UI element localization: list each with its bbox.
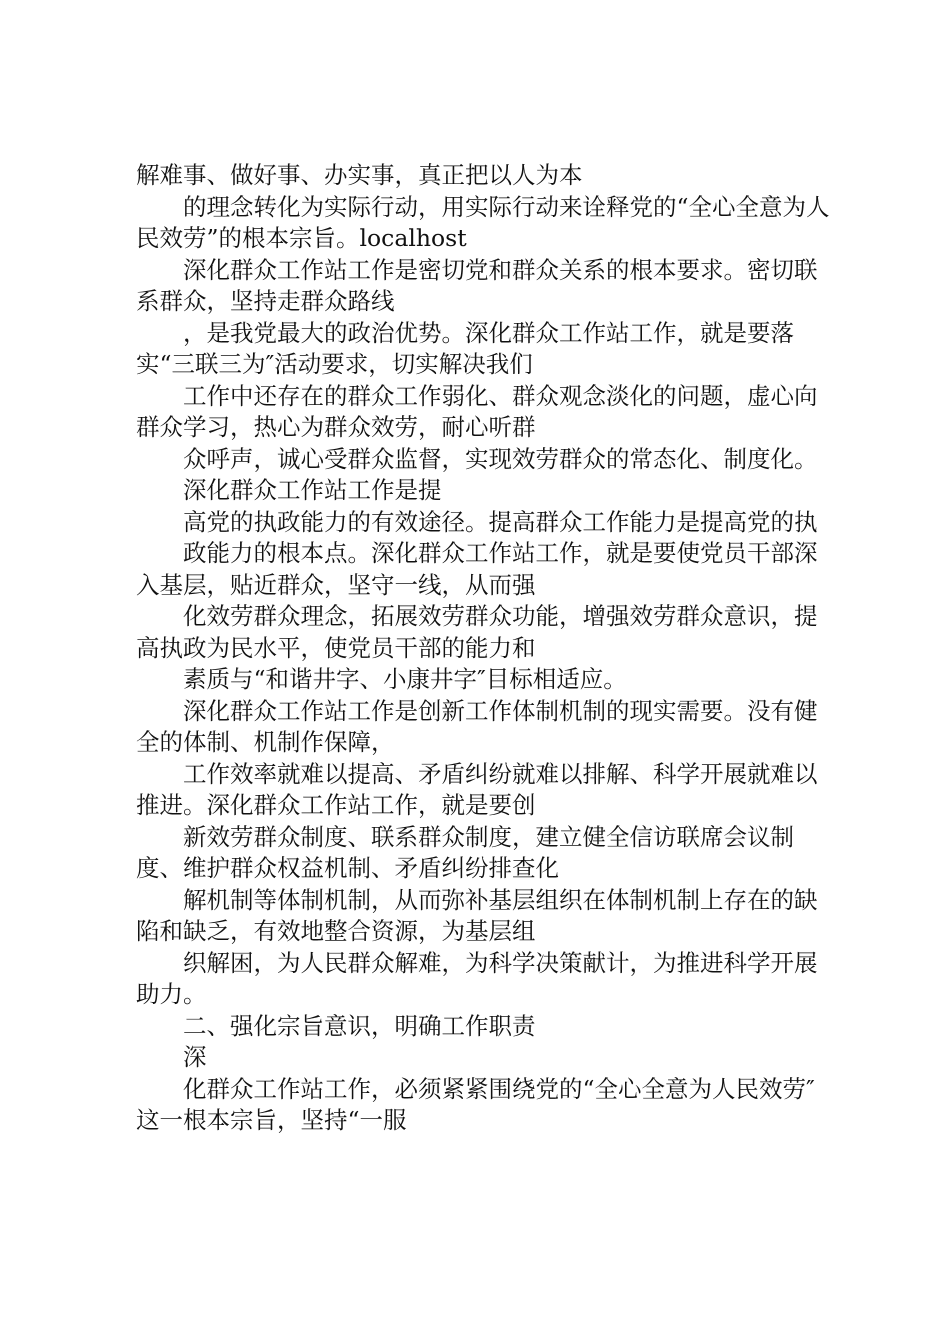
paragraph: 织解困，为人民群众解难，为科学决策献计，为推进科学开展助力。 [136, 948, 818, 1008]
document-body [136, 160, 836, 1137]
paragraph: 化群众工作站工作，必须紧紧围绕党的“全心全意为人民效劳″这一根本宗旨，坚持“一服 [136, 1074, 815, 1134]
paragraph: 深化群众工作站工作是提 [183, 476, 442, 504]
paragraph: 化效劳群众理念，拓展效劳群众功能，增强效劳群众意识，提高执政为民水平，使党员干部的能力和 [136, 602, 818, 662]
paragraph: 新效劳群众制度、联系群众制度，建立健全信访联席会议制度、维护群众权益机制、矛盾纠纷排查化 [136, 822, 794, 882]
paragraph: 深化群众工作站工作是创新工作体制机制的现实需要。没有健全的体制、机制作保障， [136, 696, 818, 756]
paragraph: ，是我党最大的政治优势。深化群众工作站工作，就是要落实“三联三为″活动要求，切实解决我们 [136, 318, 794, 378]
paragraph: 工作中还存在的群众工作弱化、群众观念淡化的问题，虚心向群众学习，热心为群众效劳，耐心听群 [136, 381, 818, 441]
paragraph: 的理念转化为实际行动，用实际行动来诠释党的“全心全意为人民效劳”的根本宗旨。localhost [136, 192, 830, 252]
paragraph: 众呼声，诚心受群众监督，实现效劳群众的常态化、制度化。 [183, 444, 818, 473]
paragraph: 深 [183, 1043, 207, 1071]
section-heading: 二、强化宗旨意识，明确工作职责 [183, 1011, 536, 1040]
paragraph: 解难事、做好事、办实事，真正把以人为本 [136, 161, 583, 189]
paragraph: 政能力的根本点。深化群众工作站工作，就是要使党员干部深入基层，贴近群众，坚守一线，从而强 [136, 539, 818, 599]
paragraph: 工作效率就难以提高、矛盾纠纷就难以排解、科学开展就难以推进。深化群众工作站工作，就是要创 [136, 759, 818, 819]
paragraph: 解机制等体制机制，从而弥补基层组织在体制机制上存在的缺陷和缺乏，有效地整合资源，为基层组 [136, 885, 818, 945]
paragraph: 高党的执政能力的有效途径。提高群众工作能力是提高党的执 [183, 507, 818, 536]
paragraph: 素质与“和谐井字、小康井字″目标相适应。 [183, 665, 627, 693]
paragraph: 深化群众工作站工作是密切党和群众关系的根本要求。密切联系群众，坚持走群众路线 [136, 255, 818, 315]
